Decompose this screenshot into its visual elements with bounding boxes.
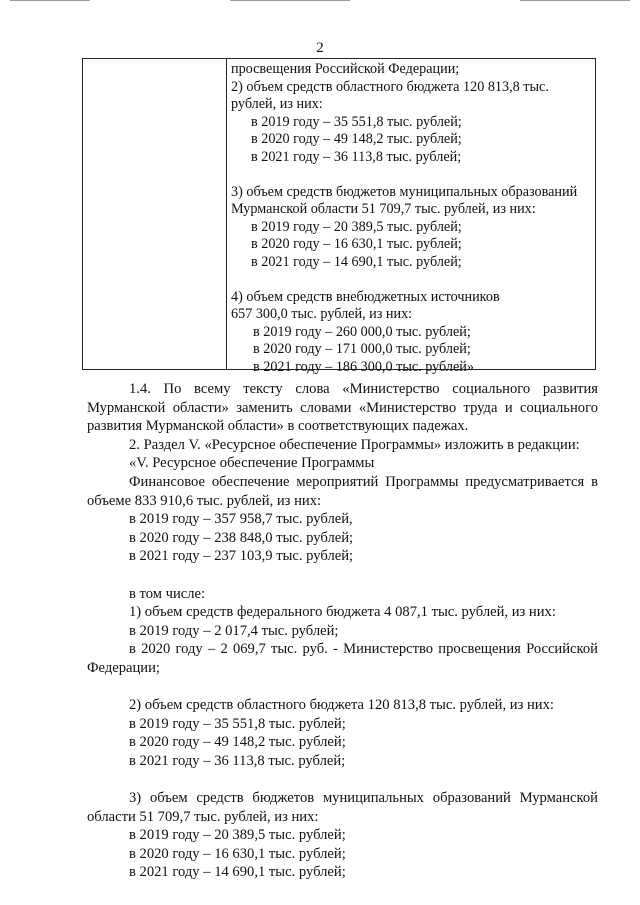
text-line: Мурманской области» заменить словами «Министерство труда и социального	[87, 399, 598, 416]
text-line: в 2020 году – 2 069,7 тыс. руб. - Министерство просвещения Российской	[129, 641, 598, 658]
table-line: 3) объем средств бюджетов муниципальных образований	[231, 183, 578, 200]
year-line: в 2021 году – 237 103,9 тыс. рублей;	[129, 548, 354, 565]
year-line: в 2020 году – 16 630,1 тыс. рублей;	[129, 845, 346, 862]
paragraph-1-4-cont	[87, 399, 598, 418]
year-line: в 2020 году – 49 148,2 тыс. рублей;	[129, 734, 346, 751]
financing-paragraph	[108, 473, 598, 492]
regional-budget-line: 2) объем средств областного бюджета 120 813,8 тыс. рублей, из них:	[129, 697, 554, 714]
table-line: в 2021 году – 14 690,1 тыс. рублей;	[251, 253, 462, 270]
blank-line	[108, 678, 598, 697]
year-line: в 2020 году – 238 848,0 тыс. рублей;	[129, 529, 354, 546]
table-line: 4) объем средств внебюджетных источников	[231, 288, 500, 305]
table-blank-line	[231, 166, 591, 184]
table-line: Мурманской области 51 709,7 тыс. рублей, из них:	[231, 201, 536, 217]
year-line	[108, 640, 598, 659]
text-line: развития Мурманской области» в соответствующих падежах.	[87, 418, 469, 435]
table-line: в 2020 году – 49 148,2 тыс. рублей;	[251, 131, 462, 147]
table-line: в 2021 году – 36 113,8 тыс. рублей;	[251, 148, 462, 165]
federal-budget-line: 1) объем средств федерального бюджета 4 087,1 тыс. рублей, из них:	[129, 604, 556, 621]
text-line: 1.4. По всему тексту слова «Министерство социального развития	[129, 381, 598, 397]
table-blank-line	[231, 271, 591, 289]
section-heading	[108, 454, 598, 473]
page-number: 2	[316, 40, 324, 56]
table-line: просвещения Российской Федерации;	[231, 61, 460, 77]
program-passport-table	[82, 58, 596, 375]
text-line: 3) объем средств бюджетов муниципальных образований Мурманской	[129, 790, 598, 807]
text-line: объеме 833 910,6 тыс. рублей, из них:	[87, 492, 322, 509]
document-body	[87, 380, 598, 882]
year-line: в 2019 году – 20 389,5 тыс. рублей;	[129, 827, 346, 844]
table-line: в 2021 году – 186 300,0 тыс. рублей»	[253, 358, 474, 375]
blank-line	[108, 770, 598, 789]
federal-2020-cont: Федерации;	[87, 659, 160, 676]
municipal-budget-cont: области 51 709,7 тыс. рублей, из них:	[87, 808, 319, 825]
text-line: «V. Ресурсное обеспечение Программы	[129, 455, 375, 472]
text-line: 2. Раздел V. «Ресурсное обеспечение Программы» изложить в редакции:	[129, 436, 580, 453]
table-line: в 2019 году – 35 551,8 тыс. рублей;	[251, 113, 462, 130]
including-line: в том числе:	[129, 585, 206, 602]
financing-paragraph-cont	[87, 492, 598, 511]
table-line: рублей, из них:	[231, 96, 323, 112]
municipal-budget-line	[108, 789, 598, 808]
paragraph-1-4-end	[87, 417, 598, 436]
top-edge-line-left	[10, 0, 90, 1]
table-line: в 2019 году – 260 000,0 тыс. рублей;	[253, 323, 471, 340]
table-funding-cell	[231, 61, 591, 376]
table-line: в 2019 году – 20 389,5 тыс. рублей;	[251, 218, 462, 235]
top-edge-line-right	[520, 0, 630, 1]
top-edge-line-center	[230, 0, 350, 1]
paragraph-1-4	[108, 380, 598, 399]
year-line: в 2019 году – 35 551,8 тыс. рублей;	[129, 715, 346, 732]
table-column-divider	[226, 59, 227, 369]
text-line: Финансовое обеспечение мероприятий Программы предусматривается в	[129, 473, 598, 490]
year-line: в 2021 году – 36 113,8 тыс. рублей;	[129, 752, 346, 769]
table-line: 657 300,0 тыс. рублей, из них:	[231, 306, 413, 322]
table-line: 2) объем средств областного бюджета 120 813,8 тыс.	[231, 78, 549, 95]
year-line: в 2019 году – 2 017,4 тыс. рублей;	[129, 622, 339, 639]
table-line: в 2020 году – 16 630,1 тыс. рублей;	[251, 236, 462, 252]
year-line: в 2021 году – 14 690,1 тыс. рублей;	[129, 864, 346, 881]
table-line: в 2020 году – 171 000,0 тыс. рублей;	[253, 341, 471, 357]
year-line: в 2019 году – 357 958,7 тыс. рублей,	[129, 511, 353, 528]
paragraph-2	[108, 436, 598, 455]
blank-line	[108, 566, 598, 585]
